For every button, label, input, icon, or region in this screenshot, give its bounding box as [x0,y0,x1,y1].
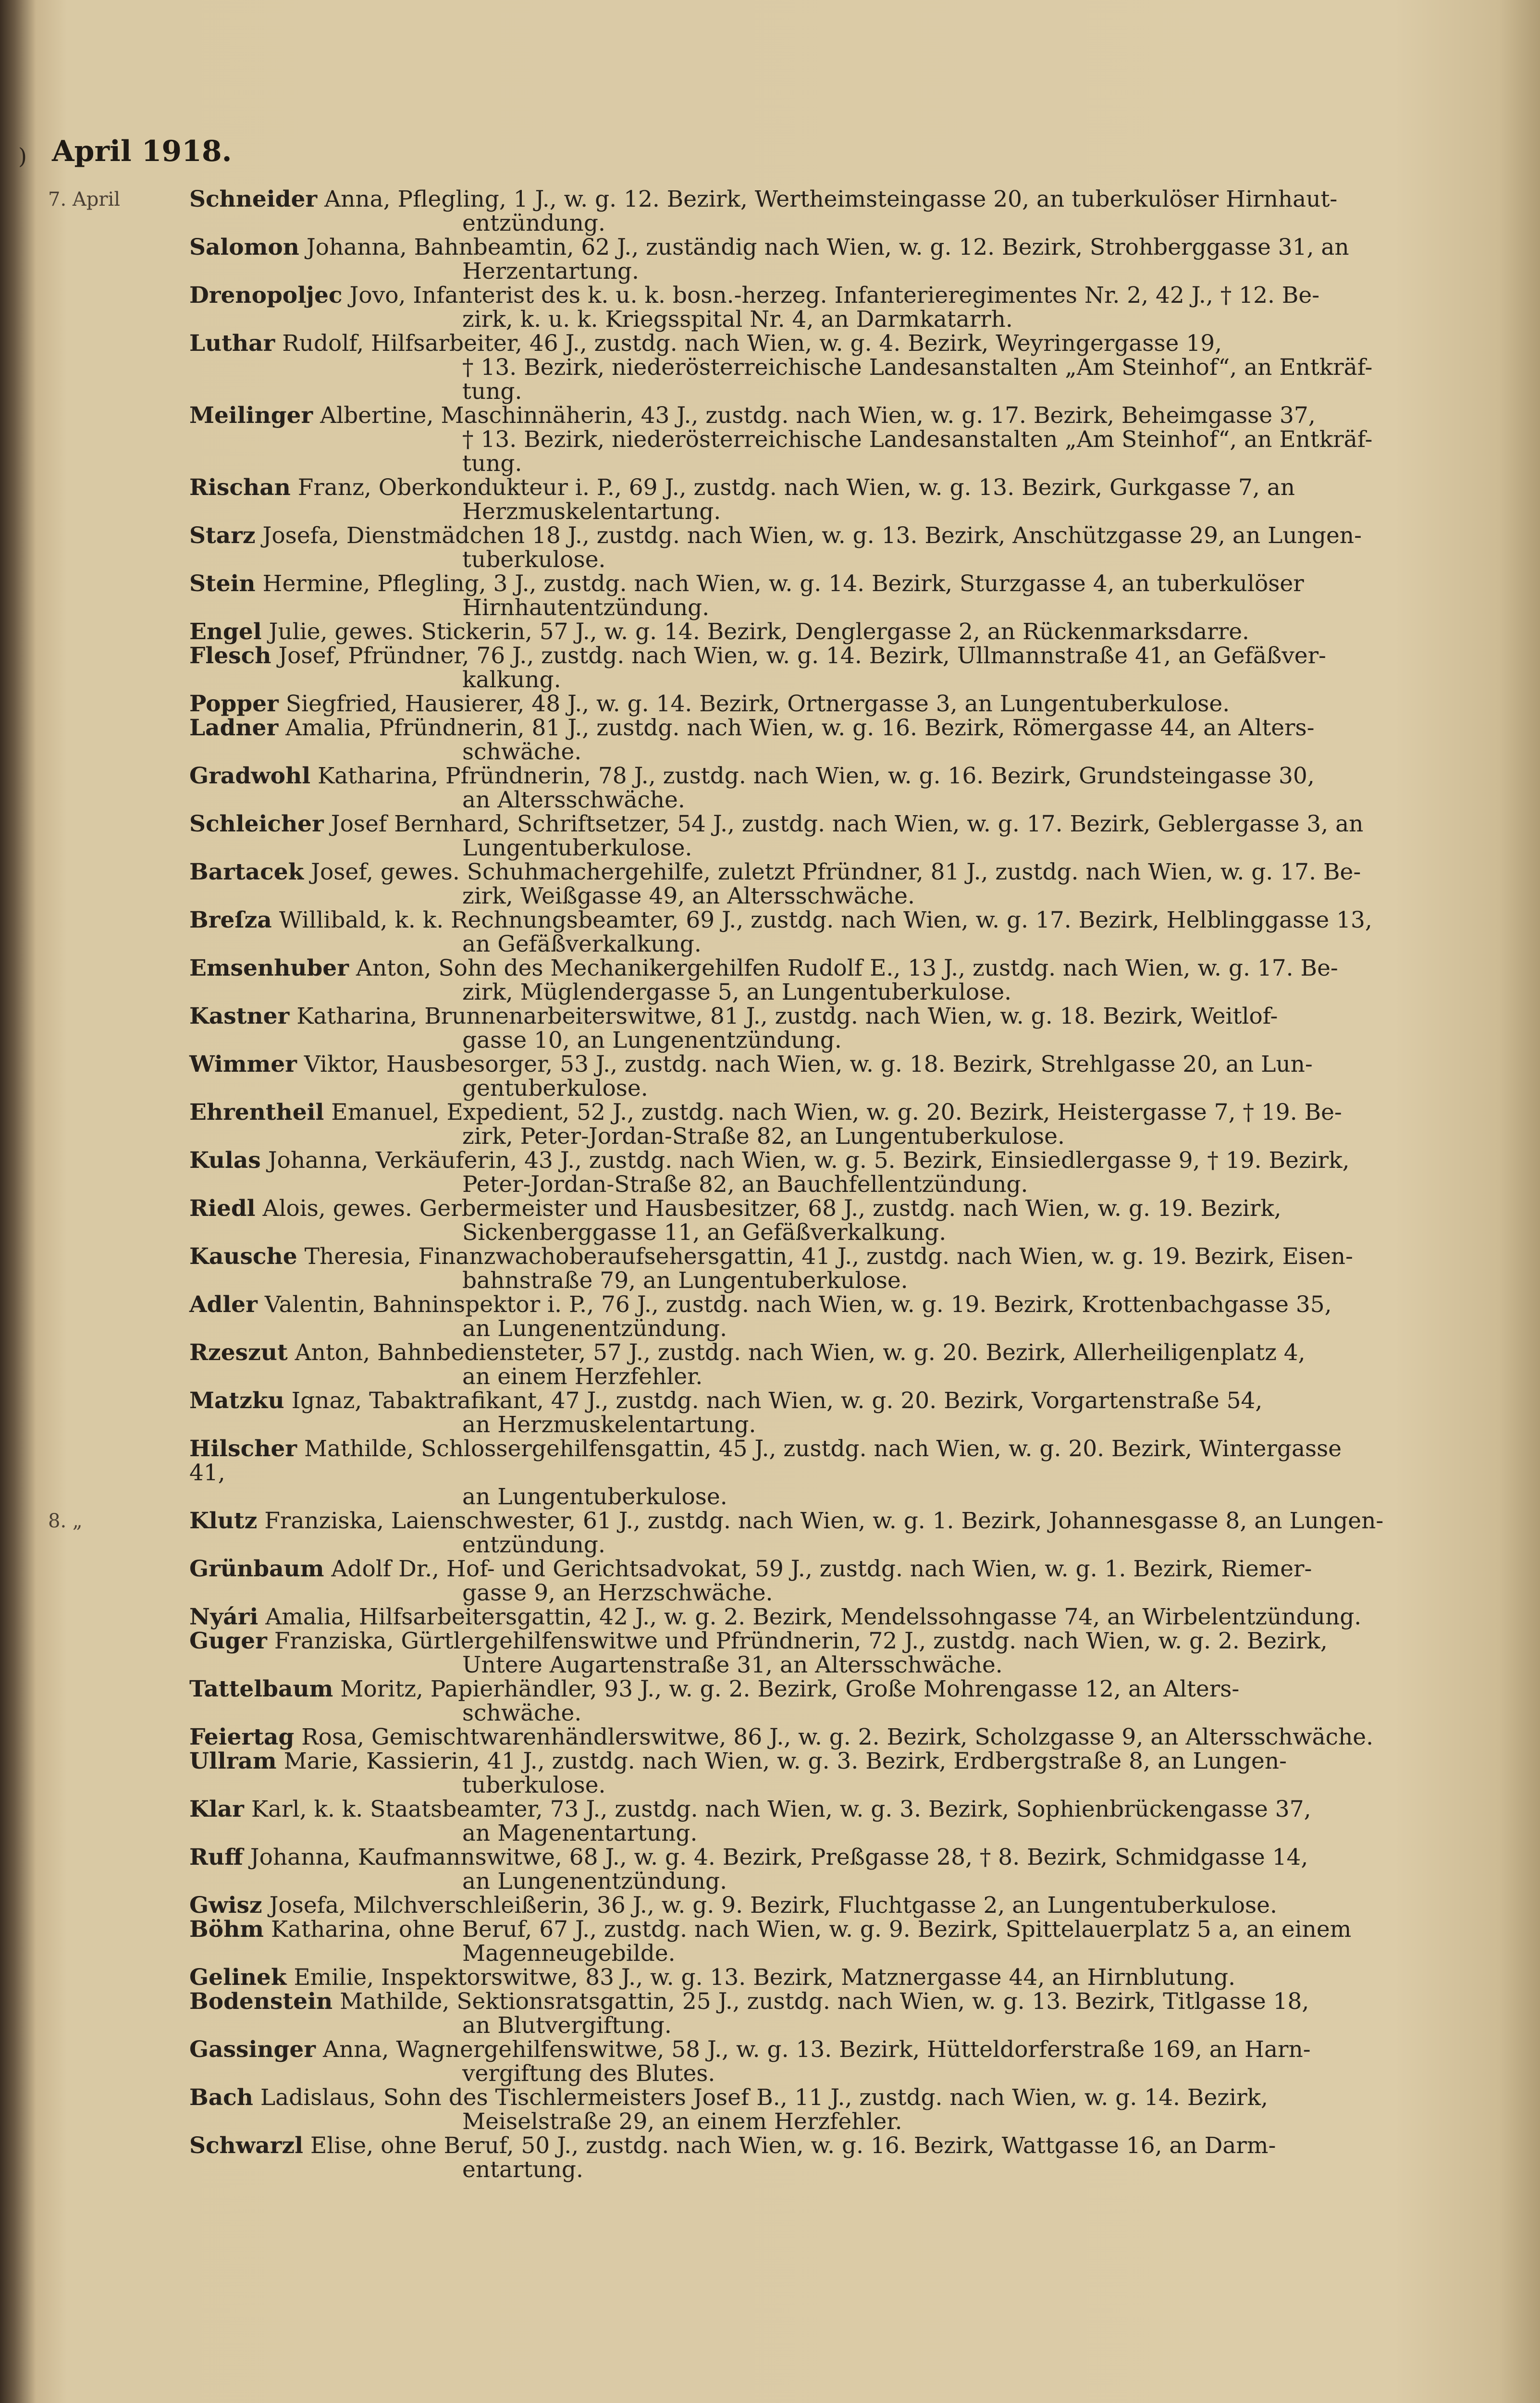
entry-surname: Ruff [189,1844,243,1870]
register-entry [48,1149,1384,1197]
register-entry [48,572,1384,620]
register-entry [48,1797,1384,1846]
entry-surname: Rischan [189,474,291,501]
entry-surname: Bach [189,2084,253,2111]
register-entry [48,1004,1384,1053]
entry-line [189,1557,1384,1581]
entry-surname: Guger [189,1628,267,1654]
register-entry [48,1101,1384,1149]
entry-line [189,1149,1384,1173]
entry-line [189,404,1384,428]
register-entry [48,1990,1384,2038]
page-edge-mark: ) [18,143,27,169]
register-entry [48,812,1384,860]
entry-details: Willibald, k. k. Rechnungsbeamter, 69 J., zustdg. nach Wien, w. g. 17. Bezirk, Helblinggasse 13, [279,907,1372,933]
entry-surname: Luthar [189,330,275,357]
entry-surname: Emsenhuber [189,955,349,981]
register-entry [48,1749,1384,1797]
entry-details: Karl, k. k. Staatsbeamter, 73 J., zustdg. nach Wien, w. g. 3. Bezirk, Sophienbrückengasse 37, [251,1796,1311,1822]
entry-line [189,476,1384,500]
entry-continuation: an Lungenentzündung. [462,1315,727,1342]
entry-details: Johanna, Verkäuferin, 43 J., zustdg. nach Wien, w. g. 5. Bezirk, Einsiedlergasse 9, † 19. Bezirk, [268,1147,1350,1174]
register-entry [48,1245,1384,1293]
entry-continuation: an Blutvergiftung. [462,2012,672,2039]
entry-details: Amalia, Pfründnerin, 81 J., zustdg. nach Wien, w. g. 16. Bezirk, Römergasse 44, an Alters- [285,715,1315,741]
register-entry [48,2086,1384,2134]
entry-line [189,1293,1384,1317]
entry-continuation: kalkung. [462,667,561,693]
entry-continuation: an Altersschwäche. [462,787,685,813]
entry-surname: Gradwohl [189,763,311,789]
entry-line [189,1966,1384,1990]
entry-continuation: entartung. [462,2156,583,2183]
entry-surname: Drenopoljec [189,282,343,309]
entry-details: Siegfried, Hausierer, 48 J., w. g. 14. Bezirk, Ortnergasse 3, an Lungentuberkulose. [285,691,1230,717]
entry-surname: Stein [189,570,256,597]
entry-continuation: † 13. Bezirk, niederösterreichische Landesanstalten „Am Steinhof“, an Entkräf- [462,354,1373,381]
register-entry [48,1437,1384,1509]
register-entry [48,1894,1384,1918]
entry-line [189,716,1384,740]
entry-details: Josefa, Milchverschleißerin, 36 J., w. g. 9. Bezirk, Fluchtgasse 2, an Lungentuberkulose. [269,1892,1277,1919]
entry-line [189,860,1384,884]
entry-details: Josef, Pfründner, 76 J., zustdg. nach Wien, w. g. 14. Bezirk, Ullmannstraße 41, an Gefäßver- [278,643,1326,669]
entry-surname: Breſza [189,907,272,933]
entry-continuation: an Magenentartung. [462,1820,698,1846]
entry-details: Elise, ohne Beruf, 50 J., zustdg. nach Wien, w. g. 16. Bezirk, Wattgasse 16, an Darm- [310,2132,1276,2159]
entry-details: Albertine, Maschinnäherin, 43 J., zustdg. nach Wien, w. g. 17. Bezirk, Beheimgasse 37, [320,402,1316,429]
register-entry [48,764,1384,812]
entry-continuation: gasse 10, an Lungenentzündung. [462,1027,842,1053]
entry-details: Rudolf, Hilfsarbeiter, 46 J., zustdg. nach Wien, w. g. 4. Bezirk, Weyringergasse 19, [282,330,1222,357]
entry-continuation: Meiselstraße 29, an einem Herzfehler. [462,2108,902,2135]
entry-line [189,620,1384,644]
entry-continuation: Peter-Jordan-Straße 82, an Bauchfellentzündung. [462,1171,1028,1198]
entry-details: Katharina, Pfründnerin, 78 J., zustdg. nach Wien, w. g. 16. Bezirk, Grundsteingasse 30, [318,763,1315,789]
register-entry [48,2038,1384,2086]
register-entry [48,1605,1384,1629]
entry-surname: Nyári [189,1604,259,1630]
register-entry [48,860,1384,908]
entry-continuation: gasse 9, an Herzschwäche. [462,1580,773,1606]
entry-surname: Meilinger [189,402,313,429]
entry-surname: Tattelbaum [189,1676,333,1702]
entry-continuation: an Gefäßverkalkung. [462,931,702,957]
entry-line [189,284,1384,308]
entry-details: Franziska, Laienschwester, 61 J., zustdg. nach Wien, w. g. 1. Bezirk, Johannesgasse 8, an Lungen- [264,1508,1384,1534]
entry-line [189,524,1384,548]
entry-surname: Engel [189,619,262,645]
entry-surname: Salomon [189,234,299,260]
entry-continuation: zirk, k. u. k. Kriegsspital Nr. 4, an Darmkatarrh. [462,306,1013,333]
entry-continuation: an Lungenentzündung. [462,1868,727,1895]
entry-line [189,1509,1384,1533]
entry-line [189,1004,1384,1028]
register-entry [48,1629,1384,1677]
entry-line [189,2086,1384,2110]
register-entry [48,620,1384,644]
entry-surname: Popper [189,691,279,717]
entry-line [189,812,1384,836]
entry-line [189,1918,1384,1942]
register-entry [48,1725,1384,1749]
entry-line [189,187,1384,211]
entry-line [189,235,1384,260]
entry-details: Franziska, Gürtlergehilfenswitwe und Pfründnerin, 72 J., zustdg. nach Wien, w. g. 2. Bezirk, [274,1628,1328,1654]
register-entry [48,187,1384,235]
entry-details: Julie, gewes. Stickerin, 57 J., w. g. 14. Bezirk, Denglergasse 2, an Rückenmarksdarre. [269,619,1249,645]
entry-details: Katharina, Brunnenarbeiterswitwe, 81 J., zustdg. nach Wien, w. g. 18. Bezirk, Weitlof- [296,1003,1278,1029]
entry-surname: Bartacek [189,859,304,885]
entry-details: Viktor, Hausbesorger, 53 J., zustdg. nach Wien, w. g. 18. Bezirk, Strehlgasse 20, an Lun- [304,1051,1313,1078]
entry-surname: Flesch [189,643,271,669]
entry-details: Franz, Oberkondukteur i. P., 69 J., zustdg. nach Wien, w. g. 13. Bezirk, Gurkgasse 7, an [297,474,1295,501]
entry-continuation: Herzentartung. [462,258,639,285]
entry-surname: Schwarzl [189,2132,303,2159]
register-entry [48,716,1384,764]
entry-line [189,1605,1384,1629]
entry-continuation: zirk, Peter-Jordan-Straße 82, an Lungentuberkulose. [462,1123,1065,1150]
entry-line [189,1797,1384,1821]
register-entry [48,284,1384,332]
entry-details: Anna, Wagnergehilfenswitwe, 58 J., w. g. 13. Bezirk, Hütteldorferstraße 169, an Harn- [323,2036,1311,2063]
entry-continuation: Herzmuskelentartung. [462,498,721,525]
register-entry [48,332,1384,404]
entry-surname: Kulas [189,1147,261,1174]
entry-surname: Gwisz [189,1892,262,1919]
entry-continuation: Lungentuberkulose. [462,835,692,861]
entry-surname: Ehrentheil [189,1099,324,1126]
entry-continuation: tung. [462,450,522,477]
entry-surname: Feiertag [189,1724,295,1750]
entry-line [189,1629,1384,1653]
death-register-list [48,187,1384,2182]
entry-line [189,1725,1384,1749]
entry-date: 7. April [48,188,121,211]
entry-details: Marie, Kassierin, 41 J., zustdg. nach Wien, w. g. 3. Bezirk, Erdbergstraße 8, an Lungen- [283,1748,1287,1774]
entry-surname: Ullram [189,1748,277,1774]
register-entry [48,692,1384,716]
entry-details: Amalia, Hilfsarbeitersgattin, 42 J., w. g. 2. Bezirk, Mendelssohngasse 74, an Wirbelentzündung. [265,1604,1362,1630]
entry-continuation: bahnstraße 79, an Lungentuberkulose. [462,1267,908,1294]
entry-line [189,1101,1384,1125]
entry-continuation: Hirnhautentzündung. [462,595,710,621]
entry-surname: Rzeszut [189,1339,288,1366]
entry-details: Emilie, Inspektorswitwe, 83 J., w. g. 13. Bezirk, Matznergasse 44, an Hirnblutung. [294,1964,1236,1991]
entry-details: Rosa, Gemischtwarenhändlerswitwe, 86 J., w. g. 2. Bezirk, Scholzgasse 9, an Altersschwäche. [301,1724,1374,1750]
entry-details: Johanna, Bahnbeamtin, 62 J., zuständig nach Wien, w. g. 12. Bezirk, Strohberggasse 31, an [306,234,1349,260]
register-entry [48,404,1384,476]
register-entry [48,1677,1384,1725]
entry-line [189,1341,1384,1365]
entry-line [189,332,1384,356]
entry-line [189,1990,1384,2014]
register-entry [48,644,1384,692]
entry-line [189,2134,1384,2158]
entry-continuation: † 13. Bezirk, niederösterreichische Landesanstalten „Am Steinhof“, an Entkräf- [462,426,1373,453]
entry-continuation: entzündung. [462,1532,605,1558]
entry-surname: Kastner [189,1003,290,1029]
entry-date: 8. „ [48,1510,83,1532]
entry-details: Mathilde, Schlossergehilfensgattin, 45 J., zustdg. nach Wien, w. g. 20. Bezirk, Wintergasse 41, [189,1436,1342,1486]
entry-continuation: schwäche. [462,1700,582,1726]
entry-surname: Grünbaum [189,1556,324,1582]
entry-line [189,644,1384,668]
entry-continuation: schwäche. [462,739,582,765]
register-entry [48,1509,1384,1557]
entry-line [189,1894,1384,1918]
entry-details: Alois, gewes. Gerbermeister und Hausbesitzer, 68 J., zustdg. nach Wien, w. g. 19. Bezirk, [262,1195,1281,1222]
entry-continuation: Magenneugebilde. [462,1940,676,1967]
entry-line [189,908,1384,932]
entry-surname: Starz [189,522,256,549]
entry-line [189,572,1384,596]
register-entry [48,524,1384,572]
register-entry [48,1389,1384,1437]
register-entry [48,1846,1384,1894]
entry-line [189,1389,1384,1413]
entry-continuation: an Lungentuberkulose. [462,1484,727,1510]
entry-details: Anton, Sohn des Mechanikergehilfen Rudolf E., 13 J., zustdg. nach Wien, w. g. 17. Be- [356,955,1338,981]
register-entry [48,1341,1384,1389]
register-entry [48,908,1384,956]
entry-surname: Matzku [189,1387,284,1414]
entry-line [189,1677,1384,1701]
entry-continuation: an einem Herzfehler. [462,1363,703,1390]
entry-details: Hermine, Pflegling, 3 J., zustdg. nach Wien, w. g. 14. Bezirk, Sturzgasse 4, an tuberkulöser [262,570,1304,597]
register-entry [48,956,1384,1004]
entry-line [189,1846,1384,1870]
entry-surname: Gassinger [189,2036,316,2063]
entry-line [189,764,1384,788]
entry-line [189,1245,1384,1269]
entry-continuation: tuberkulose. [462,1772,606,1798]
entry-continuation: tung. [462,378,522,405]
entry-details: Anna, Pflegling, 1 J., w. g. 12. Bezirk, Wertheimsteingasse 20, an tuberkulöser Hirnhaut- [324,186,1338,212]
entry-details: Mathilde, Sektionsratsgattin, 25 J., zustdg. nach Wien, w. g. 13. Bezirk, Titlgasse 18, [340,1988,1309,2015]
entry-line [189,1749,1384,1773]
entry-line [189,1197,1384,1221]
entry-line [189,1053,1384,1077]
entry-surname: Klutz [189,1508,258,1534]
entry-details: Jovo, Infanterist des k. u. k. bosn.-herzeg. Infanterieregimentes Nr. 2, 42 J., † 12. Be- [349,282,1320,309]
entry-continuation: vergiftung des Blutes. [462,2060,715,2087]
entry-details: Katharina, ohne Beruf, 67 J., zustdg. nach Wien, w. g. 9. Bezirk, Spittelauerplatz 5 a, an einem [271,1916,1352,1943]
entry-continuation: zirk, Weißgasse 49, an Altersschwäche. [462,883,915,909]
entry-details: Josef Bernhard, Schriftsetzer, 54 J., zustdg. nach Wien, w. g. 17. Bezirk, Geblergasse 3, an [331,811,1364,837]
register-entry [48,476,1384,524]
entry-surname: Wimmer [189,1051,297,1078]
page-title: April 1918. [52,135,232,168]
entry-continuation: an Herzmuskelentartung. [462,1412,756,1438]
entry-surname: Riedl [189,1195,256,1222]
entry-surname: Gelinek [189,1964,287,1991]
entry-surname: Böhm [189,1916,264,1943]
entry-surname: Klar [189,1796,244,1822]
register-entry [48,1557,1384,1605]
entry-continuation: gentuberkulose. [462,1075,648,1102]
entry-details: Emanuel, Expedient, 52 J., zustdg. nach Wien, w. g. 20. Bezirk, Heistergasse 7, † 19. Be- [331,1099,1342,1126]
entry-surname: Adler [189,1291,258,1318]
register-entry [48,1053,1384,1101]
register-entry [48,1197,1384,1245]
entry-surname: Schneider [189,186,318,212]
entry-details: Ignaz, Tabaktrafikant, 47 J., zustdg. nach Wien, w. g. 20. Bezirk, Vorgartenstraße 54, [291,1387,1263,1414]
entry-continuation: zirk, Müglendergasse 5, an Lungentuberkulose. [462,979,1012,1005]
entry-details: Anton, Bahnbediensteter, 57 J., zustdg. nach Wien, w. g. 20. Bezirk, Allerheiligenplatz 4, [295,1339,1306,1366]
entry-details: Valentin, Bahninspektor i. P., 76 J., zustdg. nach Wien, w. g. 19. Bezirk, Krottenbachgasse 35, [264,1291,1332,1318]
entry-details: Johanna, Kaufmannswitwe, 68 J., w. g. 4. Bezirk, Preßgasse 28, † 8. Bezirk, Schmidgasse 14, [250,1844,1308,1870]
entry-line [189,692,1384,716]
entry-surname: Bodenstein [189,1988,333,2015]
entry-continuation: Sickenberggasse 11, an Gefäßverkalkung. [462,1219,947,1246]
entry-surname: Hilscher [189,1436,297,1462]
entry-surname: Ladner [189,715,279,741]
entry-details: Ladislaus, Sohn des Tischlermeisters Josef B., 11 J., zustdg. nach Wien, w. g. 14. Bezirk, [260,2084,1268,2111]
entry-line [189,1437,1384,1485]
entry-continuation: tuberkulose. [462,546,606,573]
register-entry [48,1918,1384,1966]
entry-continuation: Untere Augartenstraße 31, an Altersschwäche. [462,1652,1003,1678]
entry-details: Josef, gewes. Schuhmachergehilfe, zuletzt Pfründner, 81 J., zustdg. nach Wien, w. g. 17. Be- [311,859,1361,885]
register-entry [48,235,1384,284]
entry-surname: Kausche [189,1243,297,1270]
entry-line [189,2038,1384,2062]
register-entry [48,1966,1384,1990]
entry-details: Josefa, Dienstmädchen 18 J., zustdg. nach Wien, w. g. 13. Bezirk, Anschützgasse 29, an Lungen- [262,522,1362,549]
entry-line [189,956,1384,980]
register-entry [48,2134,1384,2182]
entry-details: Adolf Dr., Hof- und Gerichtsadvokat, 59 J., zustdg. nach Wien, w. g. 1. Bezirk, Riemer- [331,1556,1312,1582]
entry-continuation: entzündung. [462,210,605,236]
entry-details: Moritz, Papierhändler, 93 J., w. g. 2. Bezirk, Große Mohrengasse 12, an Alters- [340,1676,1240,1702]
register-entry [48,1293,1384,1341]
entry-details: Theresia, Finanzwachoberaufsehersgattin, 41 J., zustdg. nach Wien, w. g. 19. Bezirk, Eisen- [304,1243,1353,1270]
entry-surname: Schleicher [189,811,324,837]
